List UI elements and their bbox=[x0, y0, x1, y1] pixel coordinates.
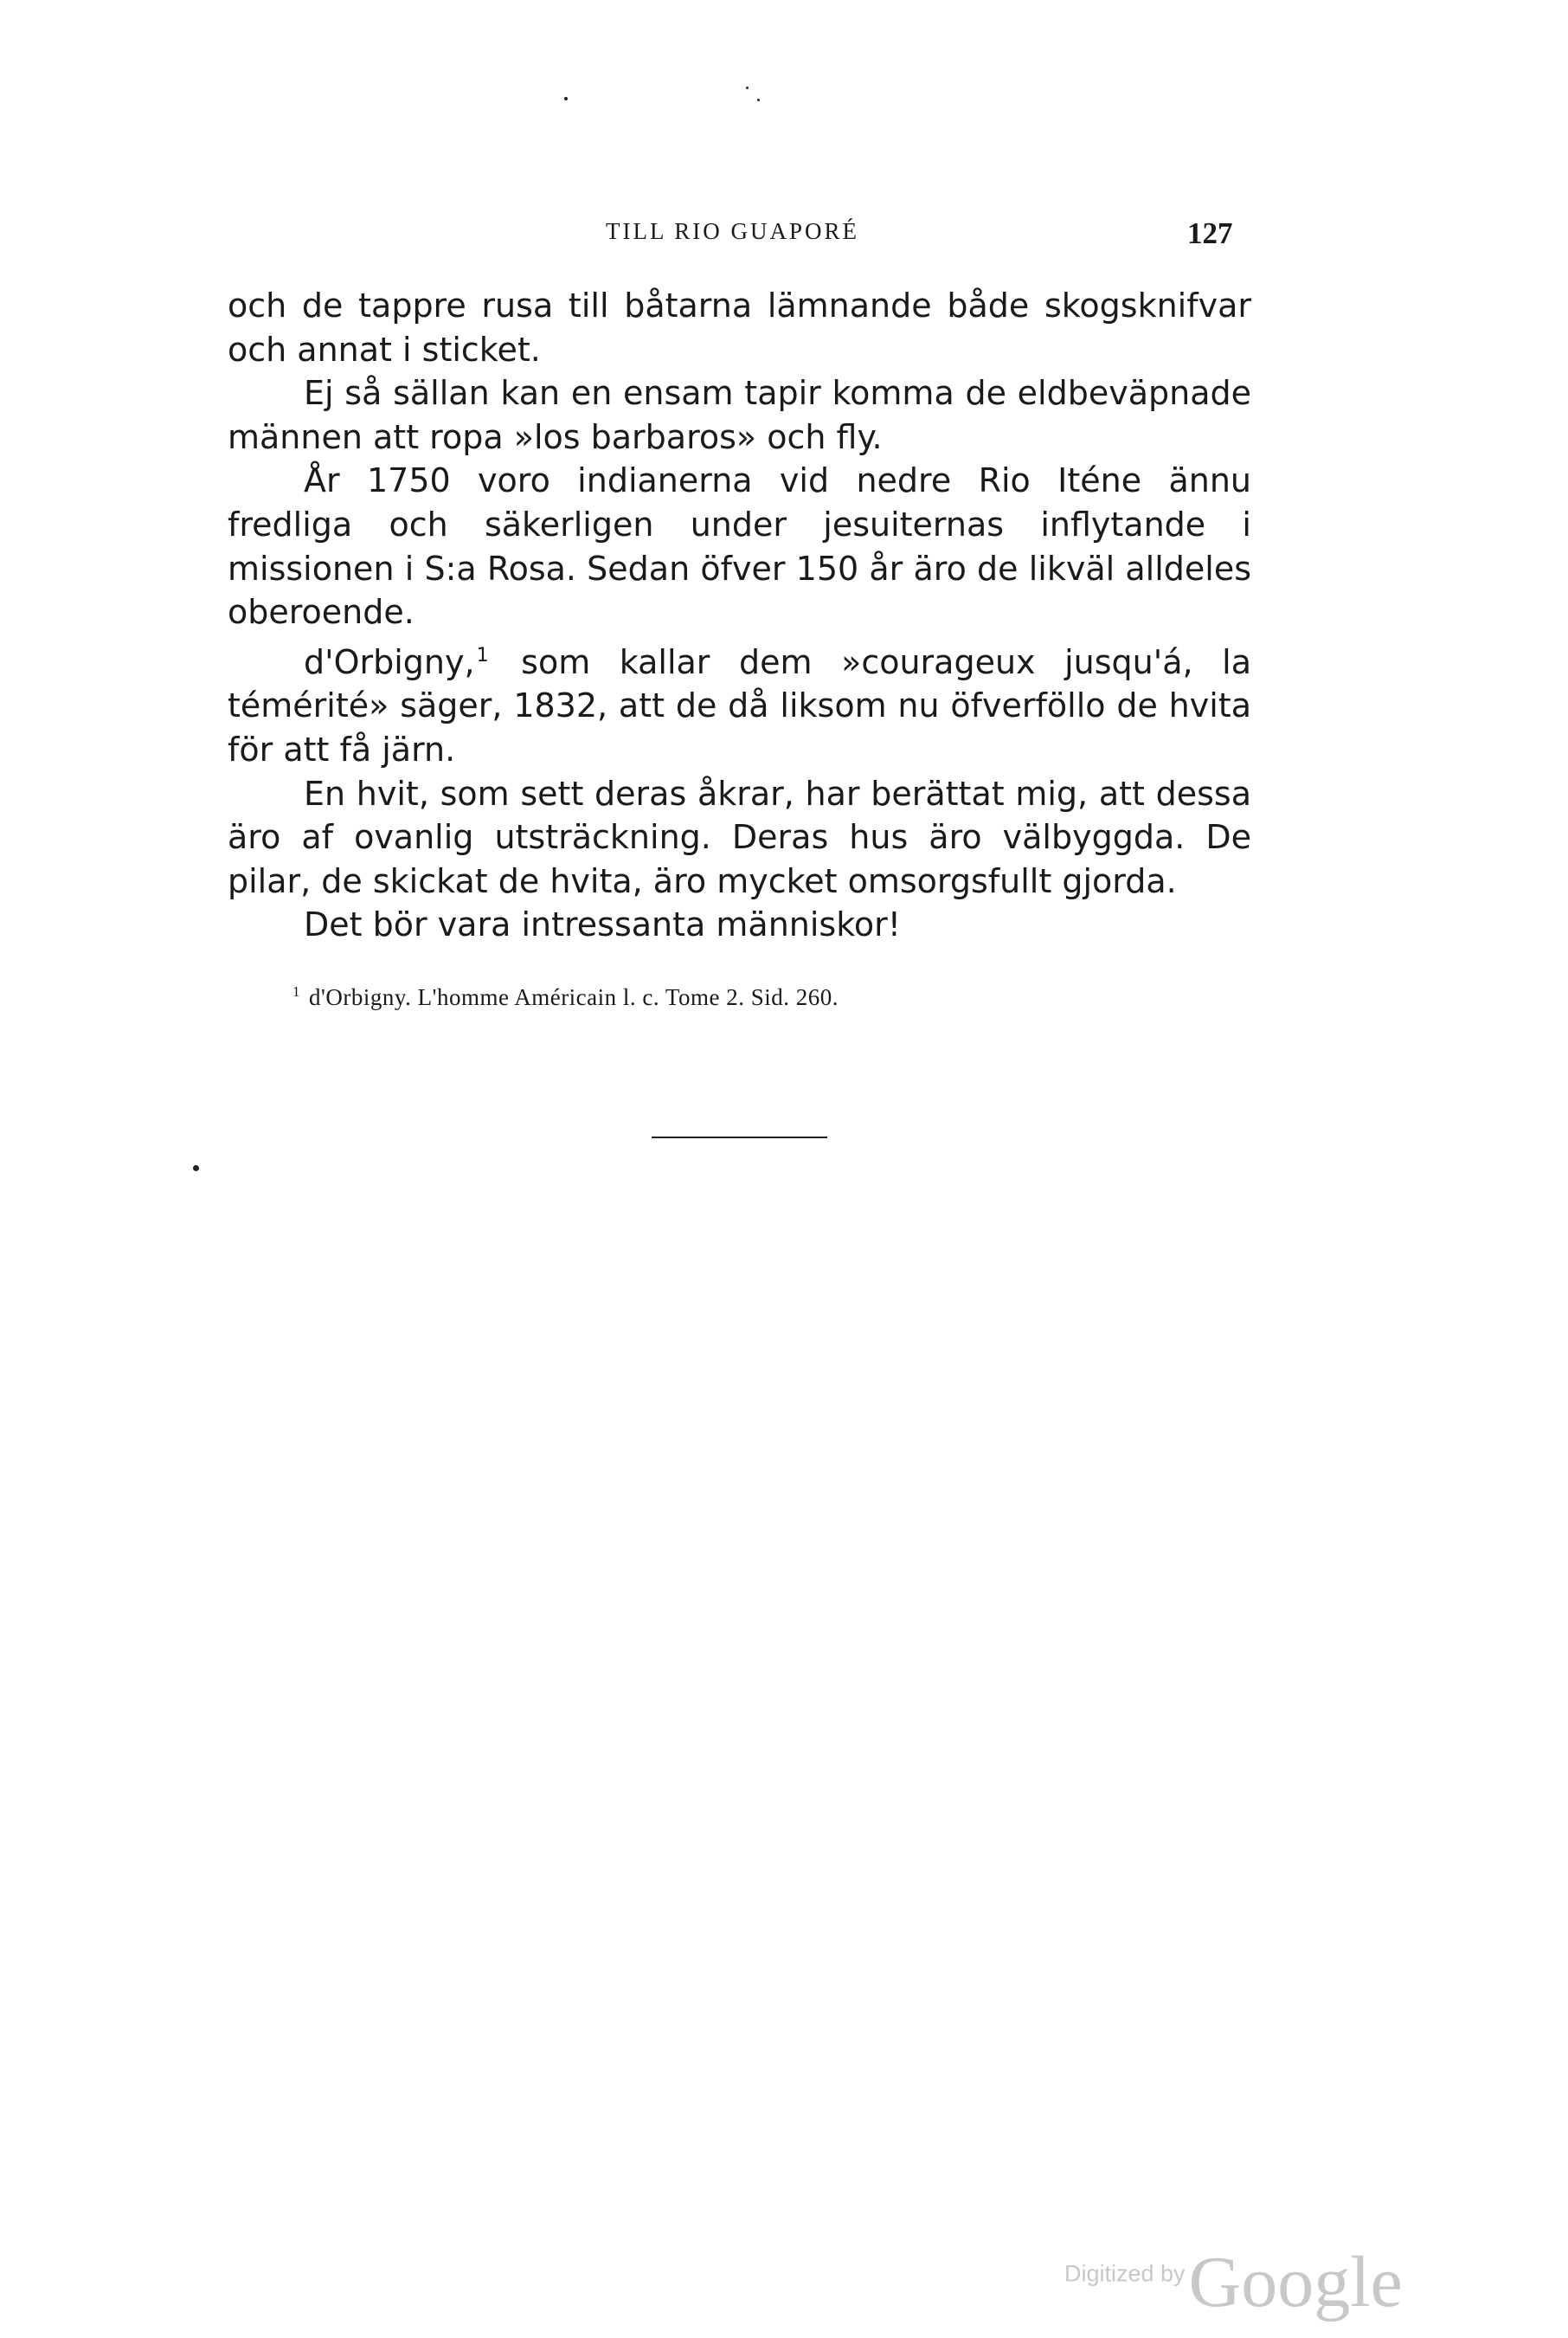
speck-mark bbox=[564, 97, 568, 100]
watermark-brand: Google bbox=[1188, 2242, 1403, 2322]
paragraph-6: Det bör vara intressanta människor! bbox=[304, 905, 901, 944]
footnote bbox=[292, 983, 839, 1011]
running-header-title: TILL RIO GUAPORÉ bbox=[606, 218, 859, 244]
paragraph-5: En hvit, som sett deras åkrar, har berättat mig, att dessa äro af ovanlig utsträckning. Deras hus äro välbyggda. De pilar, de skickat de hvita, äro mycket omsorgsfullt gjorda. bbox=[228, 774, 1251, 900]
page-number: 127 bbox=[1187, 216, 1233, 250]
watermark-prefix: Digitized by bbox=[1064, 2260, 1186, 2287]
speck-mark bbox=[193, 1165, 199, 1171]
footnote-text: d'Orbigny. L'homme Américain l. c. Tome 2. Sid. 260. bbox=[309, 984, 839, 1010]
speck-mark bbox=[757, 99, 760, 101]
footnote-marker: 1 bbox=[292, 983, 300, 1000]
end-rule bbox=[652, 1137, 827, 1138]
digitized-watermark bbox=[1064, 2242, 1403, 2322]
paragraph-4-text: som kallar dem »courageux jusqu'á, la témérité» säger, 1832, att de då liksom nu öfverföllo de hvita för att få järn. bbox=[228, 642, 1251, 769]
footnote-reference: 1 bbox=[476, 644, 489, 667]
paragraph-4 bbox=[228, 634, 1251, 772]
paragraph-4-lead: d'Orbigny, bbox=[304, 642, 475, 681]
speck-mark bbox=[746, 87, 749, 89]
paragraph-3: År 1750 voro indianerna vid nedre Rio Iténe ännu fredliga och säkerligen under jesuiternas inflytande i missionen i S:a Rosa. Sedan öfver 150 år äro de likväl alldeles oberoende. bbox=[228, 461, 1251, 632]
body-text bbox=[228, 284, 1251, 947]
paragraph-1: och de tappre rusa till båtarna lämnande både skogsknifvar och annat i sticket. bbox=[228, 287, 1251, 369]
paragraph-2: Ej så sällan kan en ensam tapir komma de eldbeväpnade männen att ropa »los barbaros» och fly. bbox=[228, 374, 1251, 456]
